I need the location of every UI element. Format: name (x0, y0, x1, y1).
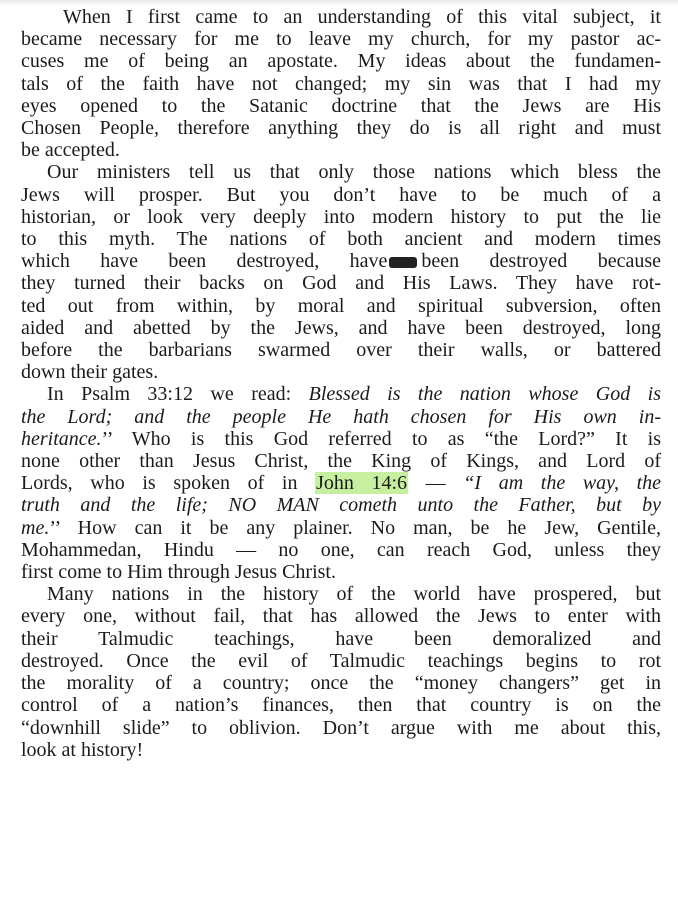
text-line: Jews will prosper. But you don’t have to be much of a (21, 183, 661, 206)
text-line: they turned their backs on God and His Laws. They have rot- (21, 272, 661, 295)
text-line: aided and abetted by the Jews, and have been destroyed, long (21, 316, 661, 339)
text-line: every one, without fail, that has allowed the Jews to enter with (21, 605, 661, 628)
text-line: Our ministers tell us that only those nations which bless the (47, 161, 661, 184)
text-line: “downhill slide” to oblivion. Don’t argue with me about this, (21, 716, 661, 739)
text-line: none other than Jesus Christ, the King of Kings, and Lord of (21, 450, 661, 473)
text-line (21, 472, 661, 494)
paragraph-2 (21, 161, 661, 383)
paragraph-4 (21, 583, 661, 761)
text-line: first come to Him through Jesus Christ. (21, 561, 336, 584)
text-line: to this myth. The nations of both ancient and modern times (21, 228, 661, 251)
text-line: their Talmudic teachings, have been demoralized and (21, 627, 661, 650)
text-line: cuses me of being an apostate. My ideas about the fundamen- (21, 50, 661, 73)
text-line (21, 517, 661, 539)
text-fragment: — (408, 472, 464, 495)
text-line: the morality of a country; once the “money changers” get in (21, 672, 661, 695)
text-line: historian, or look very deeply into modern history to put the lie (21, 205, 661, 228)
ink-smudge (389, 257, 417, 268)
text-line: look at history! (21, 738, 144, 761)
text-line (21, 428, 661, 450)
highlighted-scripture-reference[interactable]: John 14:6 (316, 472, 408, 495)
text-column (21, 6, 661, 761)
text-line (21, 406, 661, 428)
text-line: Mohammedan, Hindu — no one, can reach God, unless they (21, 538, 661, 561)
text-line: Many nations in the history of the world have prospered, but (47, 583, 661, 606)
text-fragment: ’’ Who is this God referred to as “the Lord?” It is (101, 427, 661, 450)
quotation-italic: the Lord; and the people He hath chosen for His own in- (21, 405, 661, 428)
text-line: tals of the faith have not changed; my sin was that I had my (21, 72, 661, 95)
paragraph-3 (21, 383, 661, 583)
quotation-italic: me. (21, 516, 50, 539)
text-line: control of a nation’s finances, then that country is on the (21, 694, 661, 717)
text-line: eyes opened to the Satanic doctrine that the Jews are His (21, 94, 661, 117)
text-fragment: Lords, who is spoken of in (21, 472, 316, 495)
text-fragment: which have been destroyed, have (21, 250, 388, 273)
paragraph-1 (21, 6, 661, 161)
text-line (21, 494, 661, 516)
text-line: When I first came to an understanding of this vital subject, it (63, 6, 661, 28)
text-line: Chosen People, therefore anything they do is all right and must (21, 117, 661, 140)
text-line: became necessary for me to leave my church, for my pastor ac- (21, 28, 661, 51)
text-fragment: been destroyed because (421, 250, 661, 273)
quotation-italic: heritance. (21, 427, 102, 450)
text-line: destroyed. Once the evil of Talmudic teachings begins to rot (21, 649, 661, 672)
quotation-italic: truth and the life; NO MAN cometh unto the Father, but by (21, 494, 661, 517)
text-line: ted out from within, by moral and spiritual subversion, often (21, 294, 661, 317)
text-line-with-smudge (21, 250, 661, 272)
text-line: down their gates. (21, 361, 159, 384)
quotation-italic: Blessed is the nation whose God is (308, 383, 662, 406)
text-fragment: ’’ How can it be any plainer. No man, be he Jew, Gentile, (49, 516, 661, 539)
text-line (21, 383, 661, 405)
quotation-italic: “I am the way, the (463, 472, 661, 495)
text-line: be accepted. (21, 139, 120, 162)
text-fragment: In Psalm 33:12 we read: (47, 383, 309, 406)
text-line: before the barbarians swarmed over their walls, or battered (21, 339, 661, 362)
